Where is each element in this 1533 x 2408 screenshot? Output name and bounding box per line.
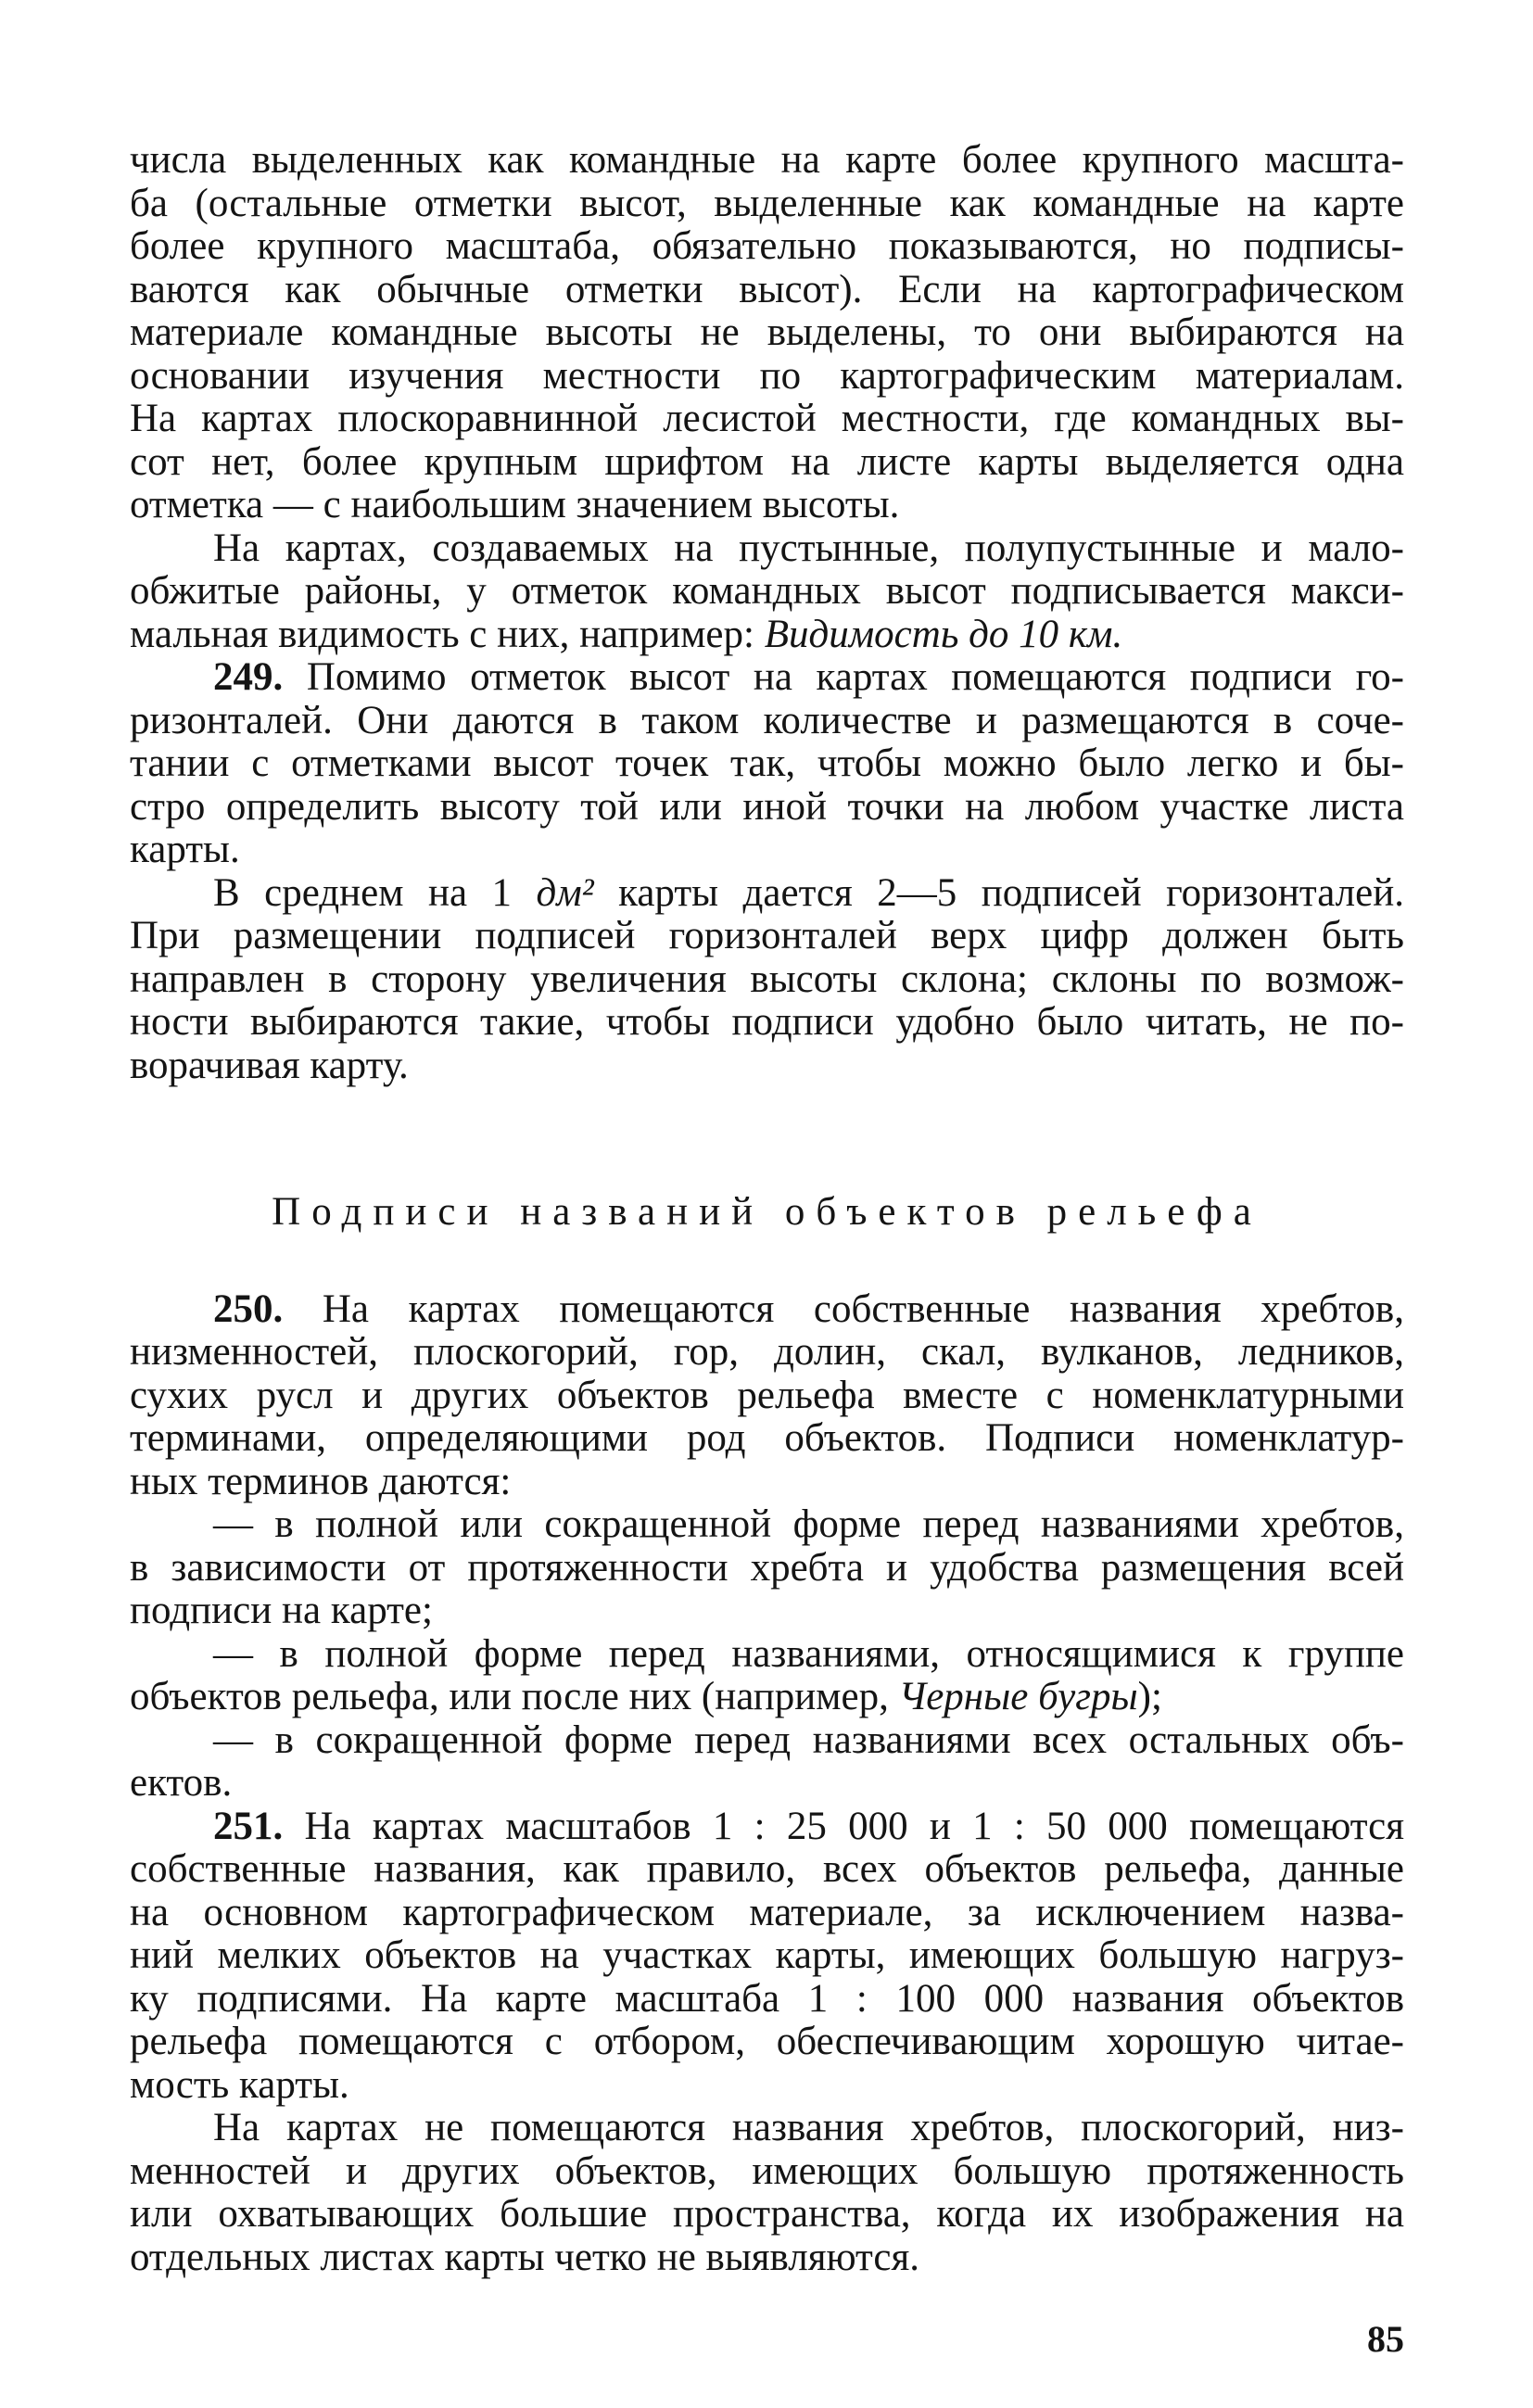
text-line: — в сокращенной форме перед названиями всех остальных объ-	[213, 1717, 1404, 1762]
text-line: в зависимости от протяженности хребта и удобства размещения всей	[130, 1545, 1404, 1590]
paragraph-contour-labels	[130, 872, 1404, 1088]
section-number: 251.	[213, 1804, 284, 1848]
text-line: мость карты.	[130, 2062, 349, 2107]
text-line: основании изучения местности по картографическим материалам.	[130, 353, 1404, 398]
text-line: более крупного масштаба, обязательно показываются, но подписы-	[130, 224, 1404, 268]
text-line: На картах, создаваемых на пустынные, полупустынные и мало-	[213, 526, 1404, 570]
list-item-ridges	[130, 1503, 1404, 1633]
list-item-groups	[130, 1633, 1404, 1719]
text-line: ворачивая карту.	[130, 1043, 409, 1087]
text-line	[130, 1676, 1404, 1719]
section-heading: Подписи названий объектов рельефа	[272, 1190, 1262, 1234]
text-line: менностей и других объектов, имеющих большую протяженность	[130, 2148, 1404, 2193]
text-line: сот нет, более крупным шрифтом на листе карты выделяется одна	[130, 439, 1404, 484]
text-run: В среднем на 1	[213, 870, 537, 915]
text-line: — в полной или сокращенной форме перед названиями хребтов,	[213, 1502, 1404, 1546]
text-line	[130, 614, 1404, 657]
paragraph-250	[130, 1288, 1404, 1504]
text-line: низменностей, плоскогорий, гор, долин, скал, вулканов, ледников,	[130, 1330, 1404, 1374]
page-body	[130, 139, 1404, 2279]
text-line: При размещении подписей горизонталей верх цифр должен быть	[130, 914, 1404, 957]
text-line: материале командные высоты не выделены, то они выбираются на	[130, 311, 1404, 354]
text-line: подписи на карте;	[130, 1589, 433, 1632]
page-number: 85	[1367, 2318, 1404, 2360]
text-line: отдельных листах карты четко не выявляются.	[130, 2235, 919, 2279]
list-item-other	[130, 1719, 1404, 1806]
section-number: 249.	[213, 655, 284, 699]
text-run: мальная видимость с них, например:	[130, 612, 765, 656]
text-line: сухих русл и других объектов рельефа вместе с номенклатурными	[130, 1373, 1404, 1417]
text-line: ности выбираются такие, чтобы подписи удобно было читать, не по-	[130, 1000, 1404, 1044]
paragraph-249	[130, 656, 1404, 872]
text-line: направлен в сторону увеличения высоты склона; склоны по возмож-	[130, 957, 1404, 1001]
section-number: 250.	[213, 1286, 284, 1331]
text-line: — в полной форме перед названиями, относящимися к группе	[213, 1631, 1404, 1676]
text-line	[130, 1288, 1404, 1332]
text-line: ку подписями. На карте масштаба 1 : 100 000 названия объектов	[130, 1976, 1404, 2021]
text-line: собственные названия, как правило, всех объектов рельефа, данные	[130, 1847, 1404, 1891]
text-line: числа выделенных как командные на карте более крупного масшта-	[130, 138, 1404, 182]
text-run: Помимо отметок высот на картах помещаются подписи го-	[283, 655, 1404, 699]
text-line: На картах не помещаются названия хребтов, плоскогорий, низ-	[213, 2106, 1404, 2149]
text-line: ба (остальные отметки высот, выделенные как командные на карте	[130, 181, 1404, 225]
text-line: ний мелких объектов на участках карты, имеющих большую нагруз-	[130, 1933, 1404, 1977]
text-run: На картах масштабов 1 : 25 000 и 1 : 50 000 помещаются	[283, 1804, 1404, 1848]
paragraph-251	[130, 1806, 1404, 2108]
text-run: карты дается 2—5 подписей горизонталей.	[593, 870, 1404, 915]
paragraph-command-heights	[130, 139, 1404, 527]
text-line: ных терминов даются:	[130, 1459, 512, 1503]
text-line	[130, 656, 1404, 700]
text-line: стро определить высоту той или иной точки на любом участке листа	[130, 784, 1404, 829]
text-line: ваются как обычные отметки высот). Если на картографическом	[130, 267, 1404, 311]
text-line: отметка — с наибольшим значением высоты.	[130, 483, 900, 526]
text-line: на основном картографическом материале, за исключением назва-	[130, 1890, 1404, 1934]
text-run: объектов рельефа, или после них (например,	[130, 1675, 899, 1718]
text-line: обжитые районы, у отметок командных высот подписывается макси-	[130, 569, 1404, 613]
paragraph-desert-areas	[130, 527, 1404, 657]
text-line: карты.	[130, 828, 240, 871]
example-italic: Черные бугры	[898, 1675, 1138, 1718]
text-line	[130, 872, 1404, 916]
text-line	[130, 1806, 1404, 1849]
text-line: рельефа помещаются с отбором, обеспечивающим хорошую читае-	[130, 2020, 1404, 2063]
text-line: На картах плоскоравнинной лесистой местности, где командных вы-	[130, 397, 1404, 440]
text-run: );	[1137, 1675, 1162, 1718]
text-line: ектов.	[130, 1761, 233, 1805]
text-run: На картах помещаются собственные названия хребтов,	[283, 1286, 1404, 1331]
example-italic: Видимость до 10 км.	[764, 612, 1123, 656]
unit-italic: дм²	[536, 870, 594, 915]
paragraph-not-placed	[130, 2107, 1404, 2279]
text-line: терминами, определяющими род объектов. Подписи номенклатур-	[130, 1416, 1404, 1460]
text-line: тании с отметками высот точек так, чтобы можно было легко и бы-	[130, 741, 1404, 785]
text-line: или охватывающих большие пространства, когда их изображения на	[130, 2192, 1404, 2236]
text-line: ризонталей. Они даются в таком количестве и размещаются в соче-	[130, 698, 1404, 742]
